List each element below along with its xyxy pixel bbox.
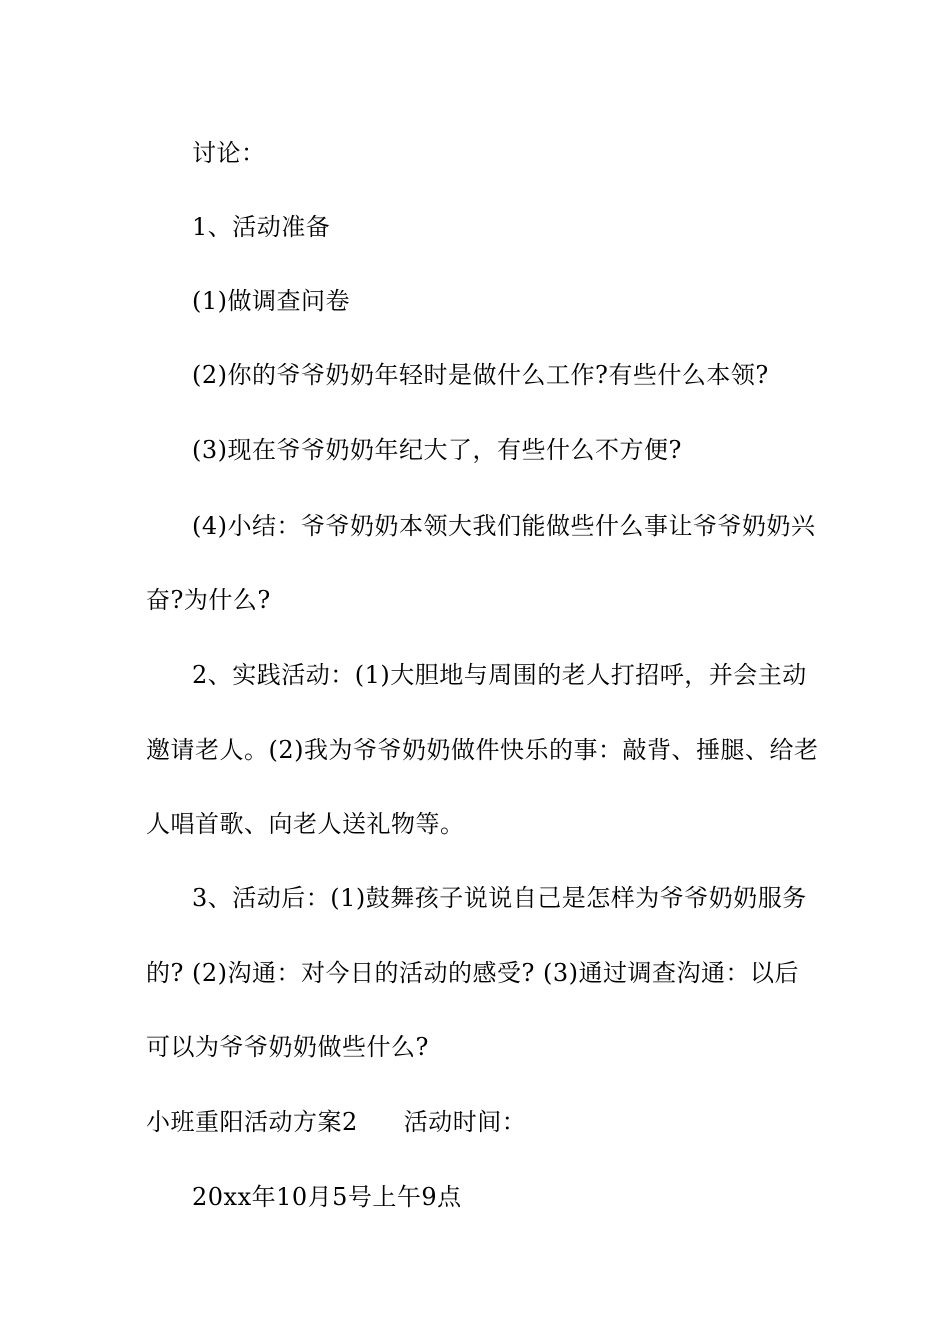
paragraph-line: 奋?为什么? xyxy=(146,586,271,614)
section-title: 小班重阳活动方案2 xyxy=(146,1108,358,1136)
activity-prep-heading: 1、活动准备 xyxy=(192,213,331,241)
paragraph-line: 人唱首歌、向老人送礼物等。 xyxy=(146,810,465,838)
paragraph-line: (3)现在爷爷奶奶年纪大了，有些什么不方便? xyxy=(192,436,682,464)
section-title-line xyxy=(146,1107,526,1137)
discussion-heading: 讨论： xyxy=(192,139,266,167)
paragraph-line: 3、活动后：(1)鼓舞孩子说说自己是怎样为爷爷奶奶服务 xyxy=(192,884,807,912)
paragraph-line: 可以为爷爷奶奶做些什么? xyxy=(146,1033,429,1061)
date-line: 20xx年10月5号上午9点 xyxy=(192,1183,462,1211)
paragraph-line: (4)小结：爷爷奶奶本领大我们能做些什么事让爷爷奶奶兴 xyxy=(192,512,816,540)
paragraph-line: 2、实践活动：(1)大胆地与周围的老人打招呼，并会主动 xyxy=(192,661,807,689)
section-subtitle: 活动时间： xyxy=(403,1108,527,1136)
paragraph-line: (2)你的爷爷奶奶年轻时是做什么工作?有些什么本领? xyxy=(192,361,769,389)
paragraph-line: (1)做调查问卷 xyxy=(192,287,350,315)
paragraph-line: 的? (2)沟通：对今日的活动的感受? (3)通过调查沟通：以后 xyxy=(146,959,799,987)
paragraph-line: 邀请老人。(2)我为爷爷奶奶做件快乐的事：敲背、捶腿、给老 xyxy=(146,736,819,764)
